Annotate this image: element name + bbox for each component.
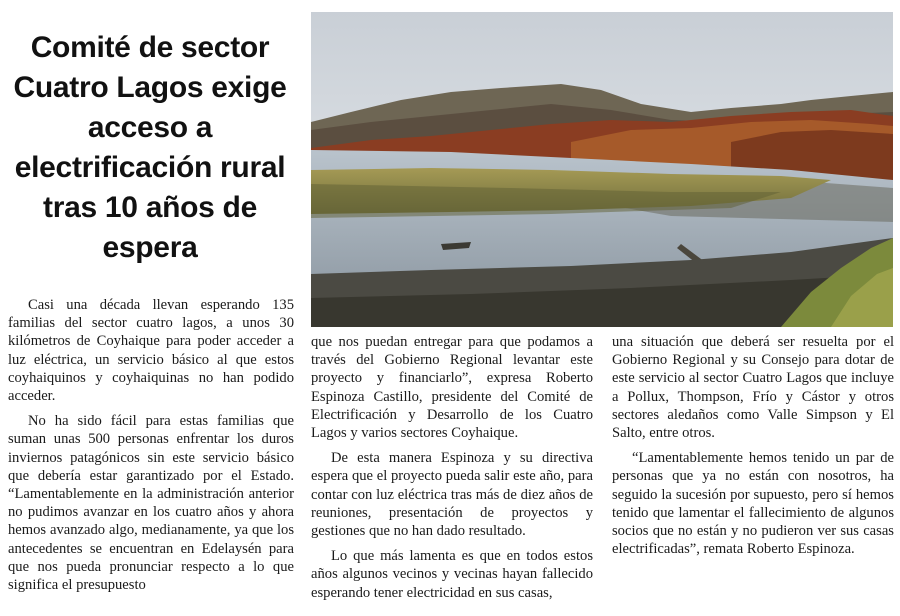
paragraph: una situación que deberá ser resuelta por el Gobierno Regional y su Consejo para dotar de este servicio al sector Cuatro Lagos que incluye a Pollux, Thompson, Frío y Cástor y otros sectores aledaños como Valle Simpson y El Salto, entre otros. (612, 334, 894, 442)
headline: Comité de sector Cuatro Lagos exige acceso a electrificación rural tras 10 años de espera (13, 31, 287, 265)
paragraph: Casi una década llevan esperando 135 familias del sector cuatro lagos, a unos 30 kilómetros de Coyhaique para poder acceder a luz eléctrica, un servicio básico al que estos coyhaiquinos y coyhaiquinas no han podido acceder. (8, 297, 294, 405)
article-column-1 (8, 296, 294, 601)
paragraph: Lo que más lamenta es que en todos estos años algunos vecinos y vecinas hayan fallecido esperando tener electricidad en sus casas, (311, 548, 593, 601)
article-column-3 (612, 333, 894, 565)
paragraph: No ha sido fácil para estas familias que suman unas 500 personas enfrentar los duros inviernos patagónicos sin este servicio básico que debería estar garantizado por el Estado. “Lamentablemente en la administración anterior no pudimos avanzar en los cuatro años y ahora hemos avanzado algo, medianamente, ya que los antecedentes se encuentran en Edelaysén para que nos pueda pronunciar respecto a lo que significa el presupuesto (8, 413, 294, 594)
article-column-2 (311, 333, 593, 609)
lake-landscape-photo (311, 12, 893, 327)
paragraph: De esta manera Espinoza y su directiva espera que el proyecto pueda salir este año, para contar con luz eléctrica tras más de diez años de reuniones, presentación de proyectos y gestiones que no han dado resultado. (311, 450, 593, 540)
paragraph: que nos puedan entregar para que podamos a través del Gobierno Regional levantar este proyecto y financiarlo”, expresa Roberto Espinoza Castillo, presidente del Comité de Electrificación y Desarrollo de los Cuatro Lagos y varios sectores Coyhaique. (311, 334, 593, 442)
paragraph: “Lamentablemente hemos tenido un par de personas que ya no están con nosotros, ha seguido la sucesión por supuesto, pero sí hemos tenido que lamentar el fallecimiento de algunos socios que no están y no pudieron ver sus casas electrificadas”, remata Roberto Espinoza. (612, 450, 894, 558)
